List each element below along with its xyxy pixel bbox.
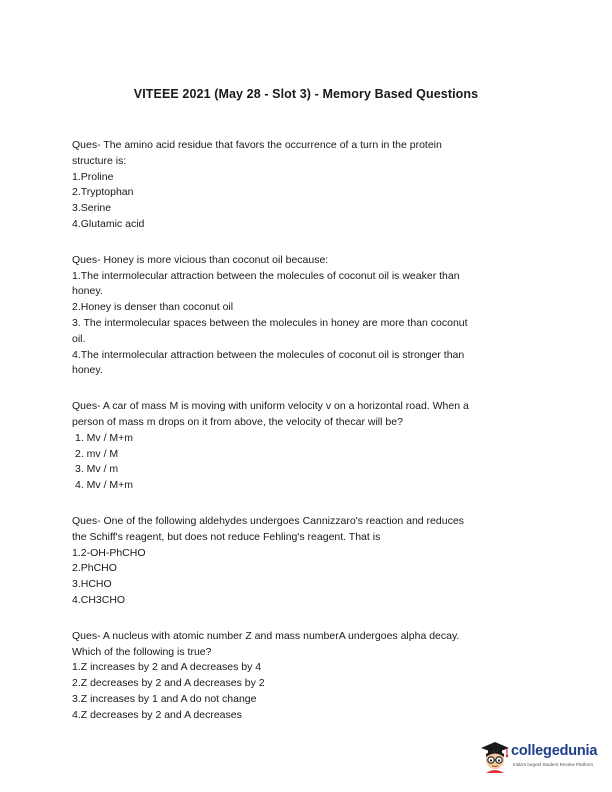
option: 1. Mv / M+m <box>75 431 134 444</box>
question-text: Which of the following is true? <box>72 645 212 658</box>
option: 2.Tryptophan <box>72 186 134 199</box>
option: 3. Mv / m <box>75 463 119 476</box>
question-text: Ques- A car of mass M is moving with uniform velocity v on a horizontal road. When a <box>72 400 469 413</box>
option: 3.Serine <box>72 202 112 215</box>
option: 1.Z increases by 2 and A decreases by 4 <box>72 661 262 674</box>
question-list <box>72 138 542 744</box>
question-text: person of mass m drops on it from above, the velocity of thecar will be? <box>72 415 403 428</box>
option: 3. The intermolecular spaces between the molecules in honey are more than coconut <box>72 316 468 329</box>
mascot-icon <box>480 740 510 774</box>
question-4 <box>72 514 542 609</box>
question-5 <box>72 629 542 724</box>
question-text: Ques- Honey is more vicious than coconut oil because: <box>72 253 329 266</box>
option: oil. <box>72 332 86 345</box>
option: honey. <box>72 285 103 298</box>
option: honey. <box>72 364 103 377</box>
option: 4. Mv / M+m <box>75 479 134 492</box>
option: 2.Honey is denser than coconut oil <box>72 301 234 314</box>
option: 2.Z decreases by 2 and A decreases by 2 <box>72 677 265 690</box>
collegedunia-logo <box>480 740 605 780</box>
question-text: the Schiff's reagent, but does not reduce Fehling's reagent. That is <box>72 530 381 543</box>
question-text: structure is: <box>72 154 127 167</box>
question-1 <box>72 138 542 233</box>
option: 4.Z decreases by 2 and A decreases <box>72 708 242 721</box>
option: 2. mv / M <box>75 447 119 460</box>
logo-brand-text: collegedunia <box>511 743 598 759</box>
option: 4.Glutamic acid <box>72 217 145 230</box>
question-text: Ques- The amino acid residue that favors the occurrence of a turn in the protein <box>72 139 442 151</box>
question-3 <box>72 399 542 494</box>
question-2 <box>72 253 542 379</box>
option: 3.HCHO <box>72 578 112 591</box>
option: 1.Proline <box>72 170 114 183</box>
page-title: VITEEE 2021 (May 28 - Slot 3) - Memory Based Questions <box>133 87 479 101</box>
option: 4.The intermolecular attraction between the molecules of coconut oil is stronger than <box>72 348 465 361</box>
option: 1.The intermolecular attraction between the molecules of coconut oil is weaker than <box>72 269 460 282</box>
logo-tagline: India's largest Student Review Platform <box>513 762 594 767</box>
option: 3.Z increases by 1 and A do not change <box>72 692 257 705</box>
option: 2.PhCHO <box>72 562 117 575</box>
option: 1.2-OH-PhCHO <box>72 546 146 559</box>
question-text: Ques- One of the following aldehydes undergoes Cannizzaro's reaction and reduces <box>72 514 464 527</box>
option: 4.CH3CHO <box>72 593 126 606</box>
question-text: Ques- A nucleus with atomic number Z and mass numberA undergoes alpha decay. <box>72 629 460 642</box>
